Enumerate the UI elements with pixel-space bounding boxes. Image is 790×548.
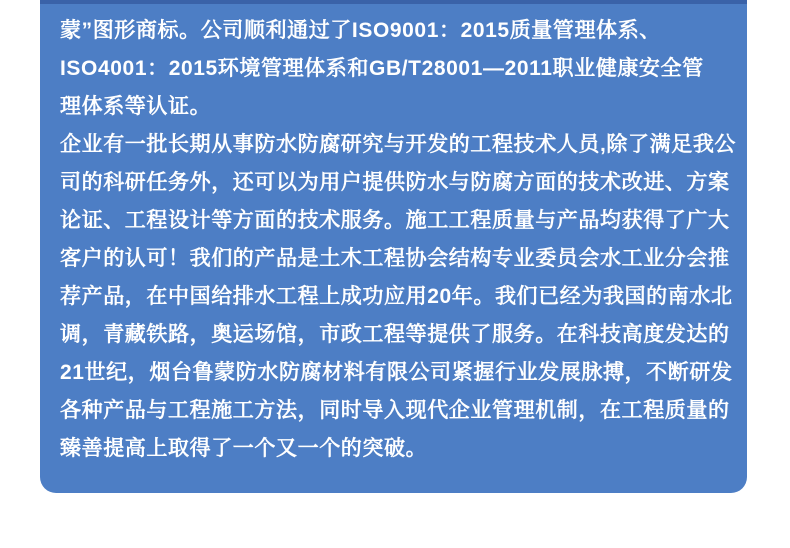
intro-text-line: 臻善提高上取得了一个又一个的突破。 [60,437,428,460]
intro-text-line: 21世纪，烟台鲁蒙防水防腐材料有限公司紧握行业发展脉搏，不断研发 [60,361,733,384]
intro-text-line: 客户的认可！我们的产品是土木工程协会结构专业委员会水工业分会推 [60,247,730,270]
certification-paragraph [60,12,735,126]
company-intro-text [40,4,747,468]
intro-text-line: 理体系等认证。 [60,95,212,118]
intro-text-line: 企业有一批长期从事防水防腐研究与开发的工程技术人员,除了满足我公 [60,133,737,156]
intro-text-line: 荐产品，在中国给排水工程上成功应用20年。我们已经为我国的南水北 [60,285,733,308]
company-intro-panel [40,0,747,493]
intro-text-line: 调，青藏铁路，奥运场馆，市政工程等提供了服务。在科技高度发达的 [60,323,730,346]
company-capability-paragraph [60,126,735,468]
intro-text-line: 司的科研任务外，还可以为用户提供防水与防腐方面的技术改进、方案 [60,171,730,194]
intro-text-line: ISO4001：2015环境管理体系和GB/T28001—2011职业健康安全管 [60,57,704,80]
intro-text-line: 蒙”图形商标。公司顺利通过了ISO9001：2015质量管理体系、 [60,19,661,42]
intro-text-line: 论证、工程设计等方面的技术服务。施工工程质量与产品均获得了广大 [60,209,730,232]
intro-text-line: 各种产品与工程施工方法，同时导入现代企业管理机制，在工程质量的 [60,399,730,422]
